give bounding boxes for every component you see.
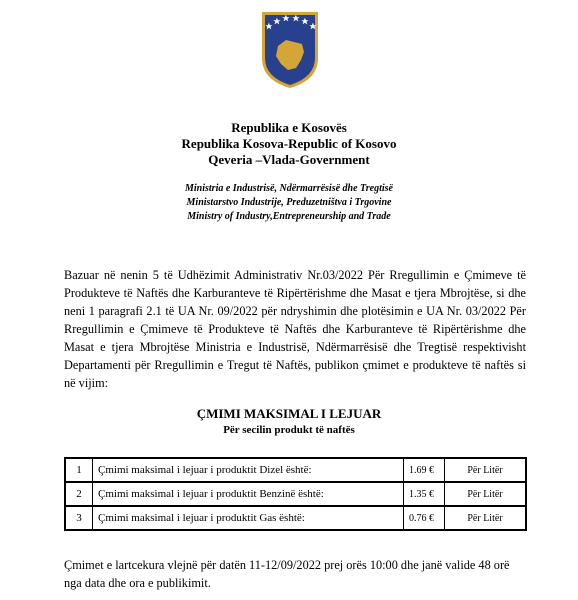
row-description: Çmimi maksimal i lejuar i produktit Dizel është:: [93, 458, 404, 482]
price-subtitle: Për secilin produkt të naftës: [223, 424, 355, 436]
table-row: [65, 506, 526, 530]
header-country-multilingual: Republika Kosova-Republic of Kosovo: [181, 136, 397, 151]
row-description: Çmimi maksimal i lejuar i produktit Gas është:: [93, 506, 404, 530]
row-unit: Për Litër: [445, 458, 527, 482]
row-unit: Për Litër: [445, 482, 527, 506]
ministry-name-english: Ministry of Industry,Entrepreneurship and Trade: [187, 211, 391, 222]
kosovo-coat-of-arms-icon: [256, 8, 324, 90]
row-price: 1.69 €: [404, 458, 445, 482]
row-number: 1: [65, 458, 93, 482]
ministry-name-albanian: Ministria e Industrisë, Ndërmarrësisë dhe Tregtisë: [185, 183, 393, 194]
price-table: [64, 457, 527, 531]
ministry-name-serbian: Ministarstvo Industrije, Preduzetništva i Trgovine: [186, 197, 392, 208]
row-number: 2: [65, 482, 93, 506]
intro-paragraph: Bazuar në nenin 5 të Udhëzimit Administrativ Nr.03/2022 Për Rregullimin e Çmimeve të Produkteve të Naftës dhe Karburanteve të Ripërtërishme dhe Masat e tjera Mbrojtëse, si dhe neni 1 paragrafi 2.1 të UA Nr. 09/2022 për ndryshimin dhe plotësimin e UA Nr. 03/2022 Për Rregullimin e Çmimeve të Produkteve të Naftës dhe Karburanteve të Ripërtërishme dhe Masat e tjera Mbrojtëse Ministria e Industrisë, Ndërmarrësisë dhe Tregtisë respektivisht Departamenti për Rregullimin e Tregut të Naftës, publikon çmimet e produkteve të naftës si në vijim:: [64, 268, 526, 390]
row-description: Çmimi maksimal i lejuar i produktit Benzinë është:: [93, 482, 404, 506]
row-price: 0.76 €: [404, 506, 445, 530]
table-row: [65, 458, 526, 482]
government-header: [0, 120, 578, 168]
row-price: 1.35 €: [404, 482, 445, 506]
ministry-header: [0, 182, 578, 224]
price-title: ÇMIMI MAKSIMAL I LEJUAR: [196, 406, 382, 421]
table-row: [65, 482, 526, 506]
header-government: Qeveria –Vlada-Government: [208, 152, 370, 167]
validity-note: Çmimet e lartcekura vlejnë për datën 11-12/09/2022 prej orës 10:00 dhe janë valide 48 orë nga data dhe ora e publikimit.: [64, 558, 510, 590]
row-unit: Për Litër: [445, 506, 527, 530]
row-number: 3: [65, 506, 93, 530]
header-country: Republika e Kosovës: [231, 120, 347, 135]
